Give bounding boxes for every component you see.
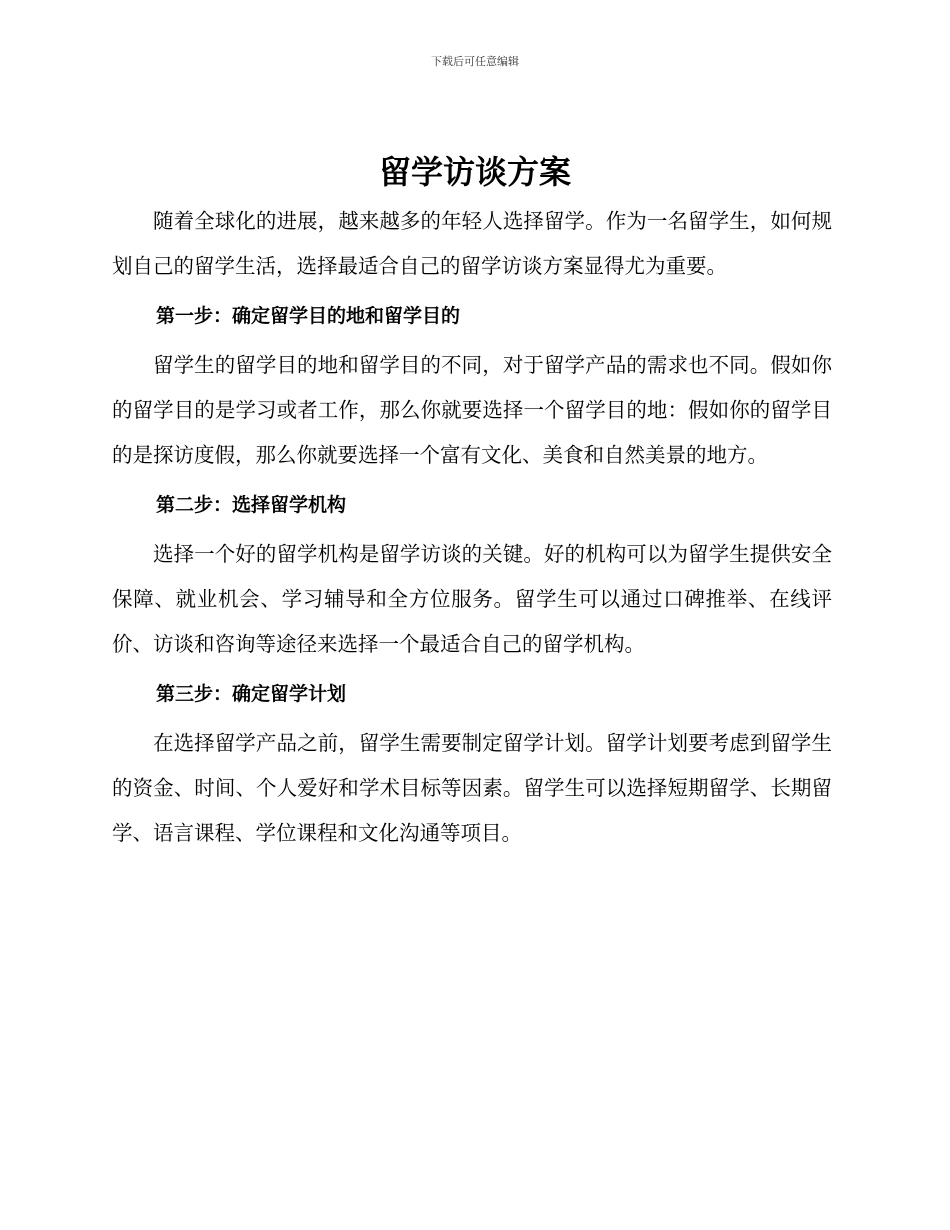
step-1-heading: 第一步：确定留学目的地和留学目的 (156, 305, 461, 327)
page-title: 留学访谈方案 (378, 153, 571, 191)
step-2-paragraph: 选择一个好的留学机构是留学访谈的关键。好的机构可以为留学生提供安全保障、就业机会、学习辅导和全方位服务。留学生可以通过口碑推举、在线评价、访谈和咨询等途径来选择一个最适合自己的留学机构。 (112, 542, 832, 656)
intro-paragraph: 随着全球化的进展，越来越多的年轻人选择留学。作为一名留学生，如何规划自己的留学生活，选择最适合自己的留学访谈方案显得尤为重要。 (112, 209, 832, 278)
step-2-heading: 第二步：选择留学机构 (156, 494, 347, 516)
step-1-paragraph: 留学生的留学目的地和留学目的不同，对于留学产品的需求也不同。假如你的留学目的是学习或者工作，那么你就要选择一个留学目的地：假如你的留学目的是探访度假，那么你就要选择一个富有文化、美食和自然美景的地方。 (112, 353, 832, 467)
header-note: 下载后可任意编辑 (431, 55, 519, 68)
step-3-heading: 第三步：确定留学计划 (156, 683, 347, 705)
step-3-paragraph: 在选择留学产品之前，留学生需要制定留学计划。留学计划要考虑到留学生的资金、时间、个人爱好和学术目标等因素。留学生可以选择短期留学、长期留学、语言课程、学位课程和文化沟通等项目。 (112, 731, 832, 845)
document-body (112, 199, 832, 856)
